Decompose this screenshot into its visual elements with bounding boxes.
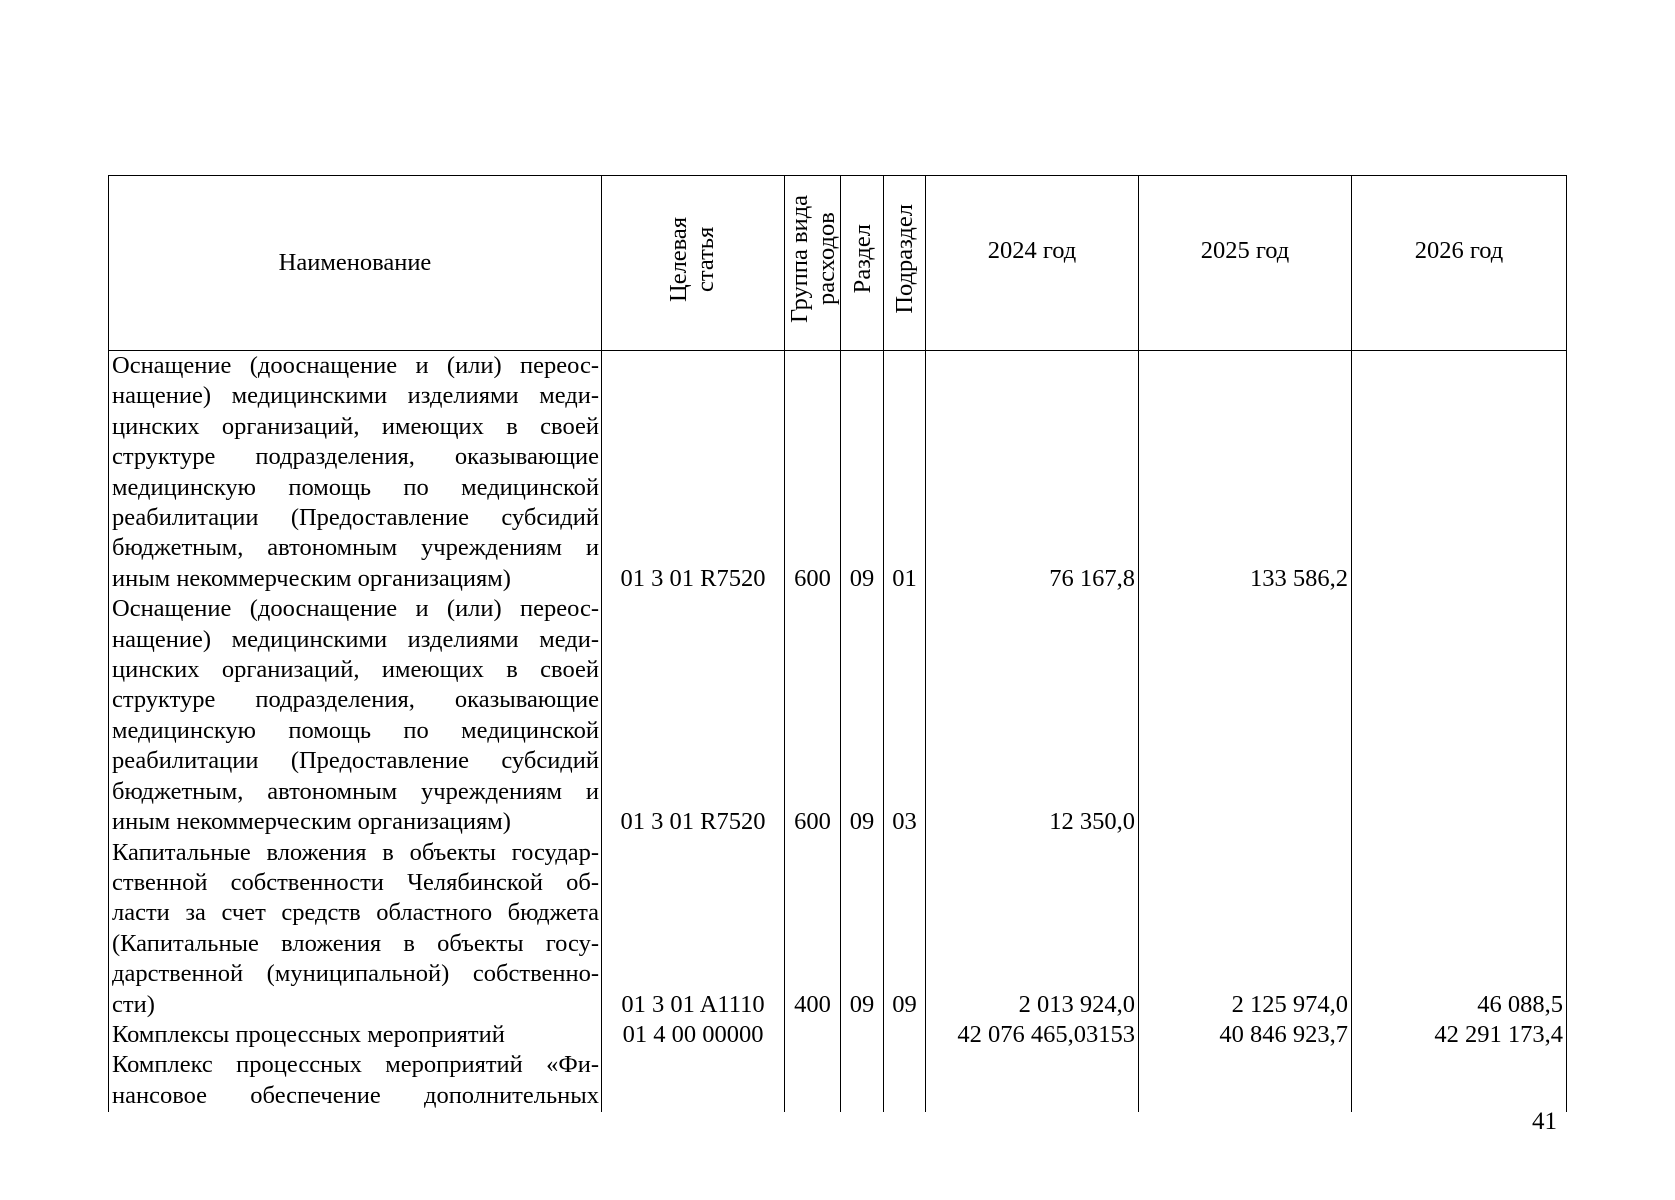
row-2025 [1139, 1050, 1352, 1112]
row-name-line: медицинскую помощь по медицинской [112, 473, 599, 501]
table-row [109, 1020, 1567, 1050]
table-row [109, 1050, 1567, 1112]
row-section [841, 1020, 884, 1050]
row-2024 [926, 1050, 1139, 1112]
header-target [602, 176, 785, 351]
row-name-line: реабилитации (Предоставление субсидий [112, 504, 599, 532]
row-name-line: иным некоммерческим организациям) [112, 564, 511, 592]
row-subsection [884, 1050, 926, 1112]
header-expense-group [785, 176, 841, 351]
row-name-line: сти) [112, 990, 155, 1018]
row-name-line: медицинскую помощь по медицинской [112, 716, 599, 744]
row-expense-group: 600 [785, 351, 841, 595]
row-name-line: Оснащение (дооснащение и (или) переос- [112, 352, 599, 379]
row-expense-group [785, 1050, 841, 1112]
header-subsection-label: Подраздел [891, 203, 918, 314]
row-name-line: дарственной (муниципальной) собственно- [112, 960, 599, 988]
row-name-line: Капитальные вложения в объекты государ- [112, 838, 599, 866]
row-2026 [1352, 594, 1567, 837]
row-name-line: ласти за счет средств областного бюджета [112, 899, 599, 927]
header-2024: 2024 год [926, 176, 1139, 351]
row-name-line: Комплекс процессных мероприятий «Фи- [112, 1051, 599, 1079]
row-expense-group: 400 [785, 838, 841, 1020]
row-name-line: реабилитации (Предоставление субсидий [112, 747, 599, 775]
header-section [841, 176, 884, 351]
budget-table [108, 175, 1567, 1112]
row-subsection: 03 [884, 594, 926, 837]
row-2024: 42 076 465,03153 [926, 1020, 1139, 1050]
row-name-line: Комплексы процессных мероприятий [112, 1020, 505, 1048]
row-name [109, 594, 602, 837]
row-target: 01 3 01 R7520 [602, 594, 785, 837]
header-subsection [884, 176, 926, 351]
row-name-line: Оснащение (дооснащение и (или) переос- [112, 595, 599, 623]
row-2026 [1352, 1050, 1567, 1112]
row-2025 [1139, 594, 1352, 837]
row-name-line: нащение) медицинскими изделиями меди- [112, 382, 599, 410]
row-target: 01 3 01 A1110 [602, 838, 785, 1020]
table-body [109, 351, 1567, 1113]
row-2024: 2 013 924,0 [926, 838, 1139, 1020]
row-section [841, 1050, 884, 1112]
row-target: 01 4 00 00000 [602, 1020, 785, 1050]
header-expense-group-label: Группа вида расходов [785, 194, 840, 323]
row-section: 09 [841, 594, 884, 837]
table-row [109, 594, 1567, 837]
header-name: Наименование [109, 176, 602, 351]
row-name-line: цинских организаций, имеющих в своей [112, 412, 599, 440]
row-section: 09 [841, 351, 884, 595]
row-2026: 42 291 173,4 [1352, 1020, 1567, 1050]
row-subsection: 09 [884, 838, 926, 1020]
row-name [109, 351, 602, 595]
row-name-line: (Капитальные вложения в объекты госу- [112, 929, 599, 957]
row-target: 01 3 01 R7520 [602, 351, 785, 595]
row-name-line: иным некоммерческим организациям) [112, 808, 511, 836]
row-2026 [1352, 351, 1567, 595]
row-2024: 12 350,0 [926, 594, 1139, 837]
row-name-line: нащение) медицинскими изделиями меди- [112, 625, 599, 653]
page-number: 41 [1532, 1108, 1557, 1135]
table-header-row [109, 176, 1567, 351]
row-name [109, 1050, 602, 1112]
header-2026: 2026 год [1352, 176, 1567, 351]
row-section: 09 [841, 838, 884, 1020]
row-name-line: нансовое обеспечение дополнительных [112, 1081, 599, 1109]
row-expense-group [785, 1020, 841, 1050]
row-2025: 2 125 974,0 [1139, 838, 1352, 1020]
row-name-line: цинских организаций, имеющих в своей [112, 656, 599, 684]
row-target [602, 1050, 785, 1112]
row-name-line: бюджетным, автономным учреждениям и [112, 777, 599, 805]
row-2026: 46 088,5 [1352, 838, 1567, 1020]
row-name [109, 838, 602, 1020]
row-subsection [884, 1020, 926, 1050]
table-row [109, 838, 1567, 1020]
row-2025: 133 586,2 [1139, 351, 1352, 595]
header-target-label: Целевая статья [665, 216, 719, 302]
header-section-label: Раздел [848, 224, 876, 294]
row-name-line: ственной собственности Челябинской об- [112, 868, 599, 896]
row-name-line: структуре подразделения, оказывающие [112, 443, 599, 471]
row-2024: 76 167,8 [926, 351, 1139, 595]
row-2025: 40 846 923,7 [1139, 1020, 1352, 1050]
table-row [109, 351, 1567, 595]
row-subsection: 01 [884, 351, 926, 595]
row-name-line: бюджетным, автономным учреждениям и [112, 534, 599, 562]
row-name-line: структуре подразделения, оказывающие [112, 686, 599, 714]
row-name [109, 1020, 602, 1050]
header-2025: 2025 год [1139, 176, 1352, 351]
row-expense-group: 600 [785, 594, 841, 837]
